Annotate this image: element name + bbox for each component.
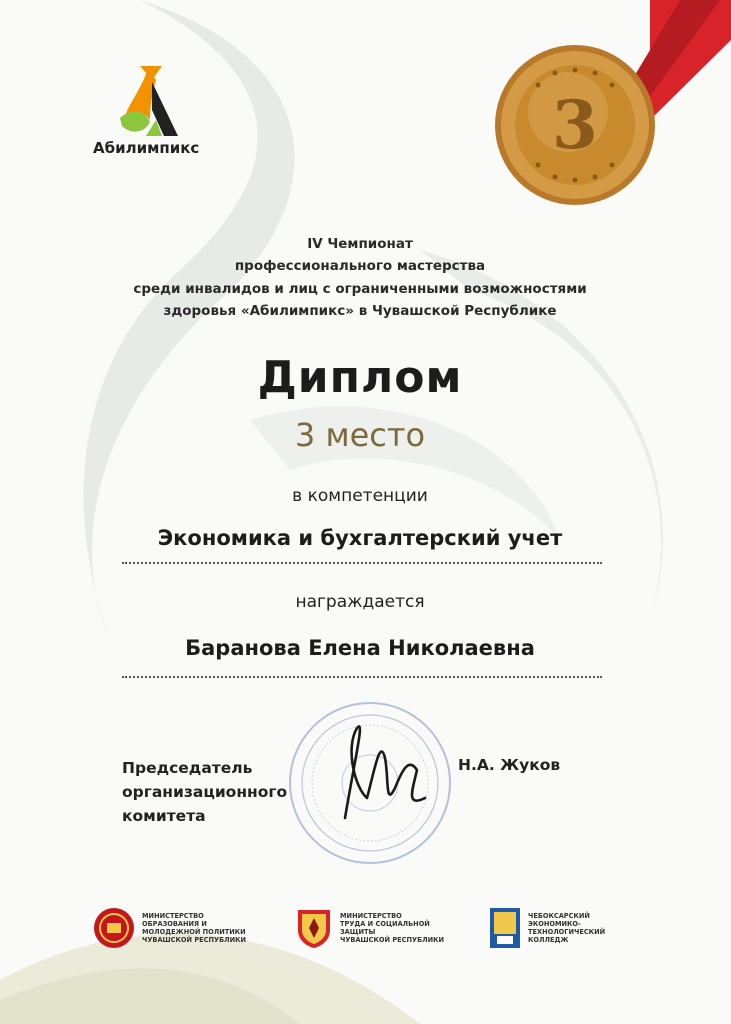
footer-org-3 [488, 906, 648, 950]
place-text: 3 место [294, 416, 426, 454]
dotted-line [122, 562, 602, 564]
official-stamp-icon [285, 698, 455, 868]
org3-line-3: КОЛЛЕДЖ [528, 936, 569, 944]
recipient-name: Баранова Елена Николаевна [185, 636, 535, 660]
ministry-education-emblem-icon [92, 906, 136, 950]
college-emblem-icon [488, 906, 522, 950]
org2-line-3: ЧУВАШСКОЙ РЕСПУБЛИКИ [340, 936, 445, 944]
org2-line-1: МИНИСТЕРСТВО [340, 912, 402, 920]
header-line-1: IV Чемпионат [307, 236, 413, 252]
header-line-2: профессионального мастерства [234, 258, 486, 274]
dotted-line [122, 676, 602, 678]
footer-org-2 [294, 906, 460, 950]
awarded-label: награждается [295, 592, 425, 612]
logo-text: Абилимпикс [93, 139, 200, 157]
diploma-title: Диплом [257, 352, 463, 403]
competence-label: в компетенции [292, 486, 428, 506]
competence-name: Экономика и бухгалтерский учет [157, 526, 563, 550]
org1-line-1: МИНИСТЕРСТВО ОБРАЗОВАНИЯ И [142, 912, 207, 928]
header-line-4: здоровья «Абилимпикс» в Чувашской Республике [163, 303, 557, 319]
chairman-title [122, 756, 287, 828]
bronze-medal-icon [480, 0, 731, 240]
chairman-title-line-3: комитета [122, 807, 206, 825]
org1-line-3: ЧУВАШСКОЙ РЕСПУБЛИКИ [142, 936, 247, 944]
chairman-title-line-1: Председатель [122, 759, 253, 777]
header-line-3: среди инвалидов и лиц с ограниченными возможностями [133, 281, 587, 297]
signatory-name: Н.А. Жуков [458, 756, 561, 774]
signature [345, 726, 425, 818]
chuvashia-coat-of-arms-icon [294, 906, 334, 950]
chairman-title-line-2: организационного [122, 783, 288, 801]
org1-line-2: МОЛОДЕЖНОЙ ПОЛИТИКИ [142, 928, 246, 936]
org3-line-2: ЭКОНОМИКО-ТЕХНОЛОГИЧЕСКИЙ [528, 920, 606, 936]
footer-org-1 [92, 906, 262, 950]
org3-line-1: ЧЕБОКСАРСКИЙ [528, 912, 590, 920]
org2-line-2: ТРУДА И СОЦИАЛЬНОЙ ЗАЩИТЫ [340, 920, 430, 936]
medal-number: 3 [552, 86, 598, 164]
